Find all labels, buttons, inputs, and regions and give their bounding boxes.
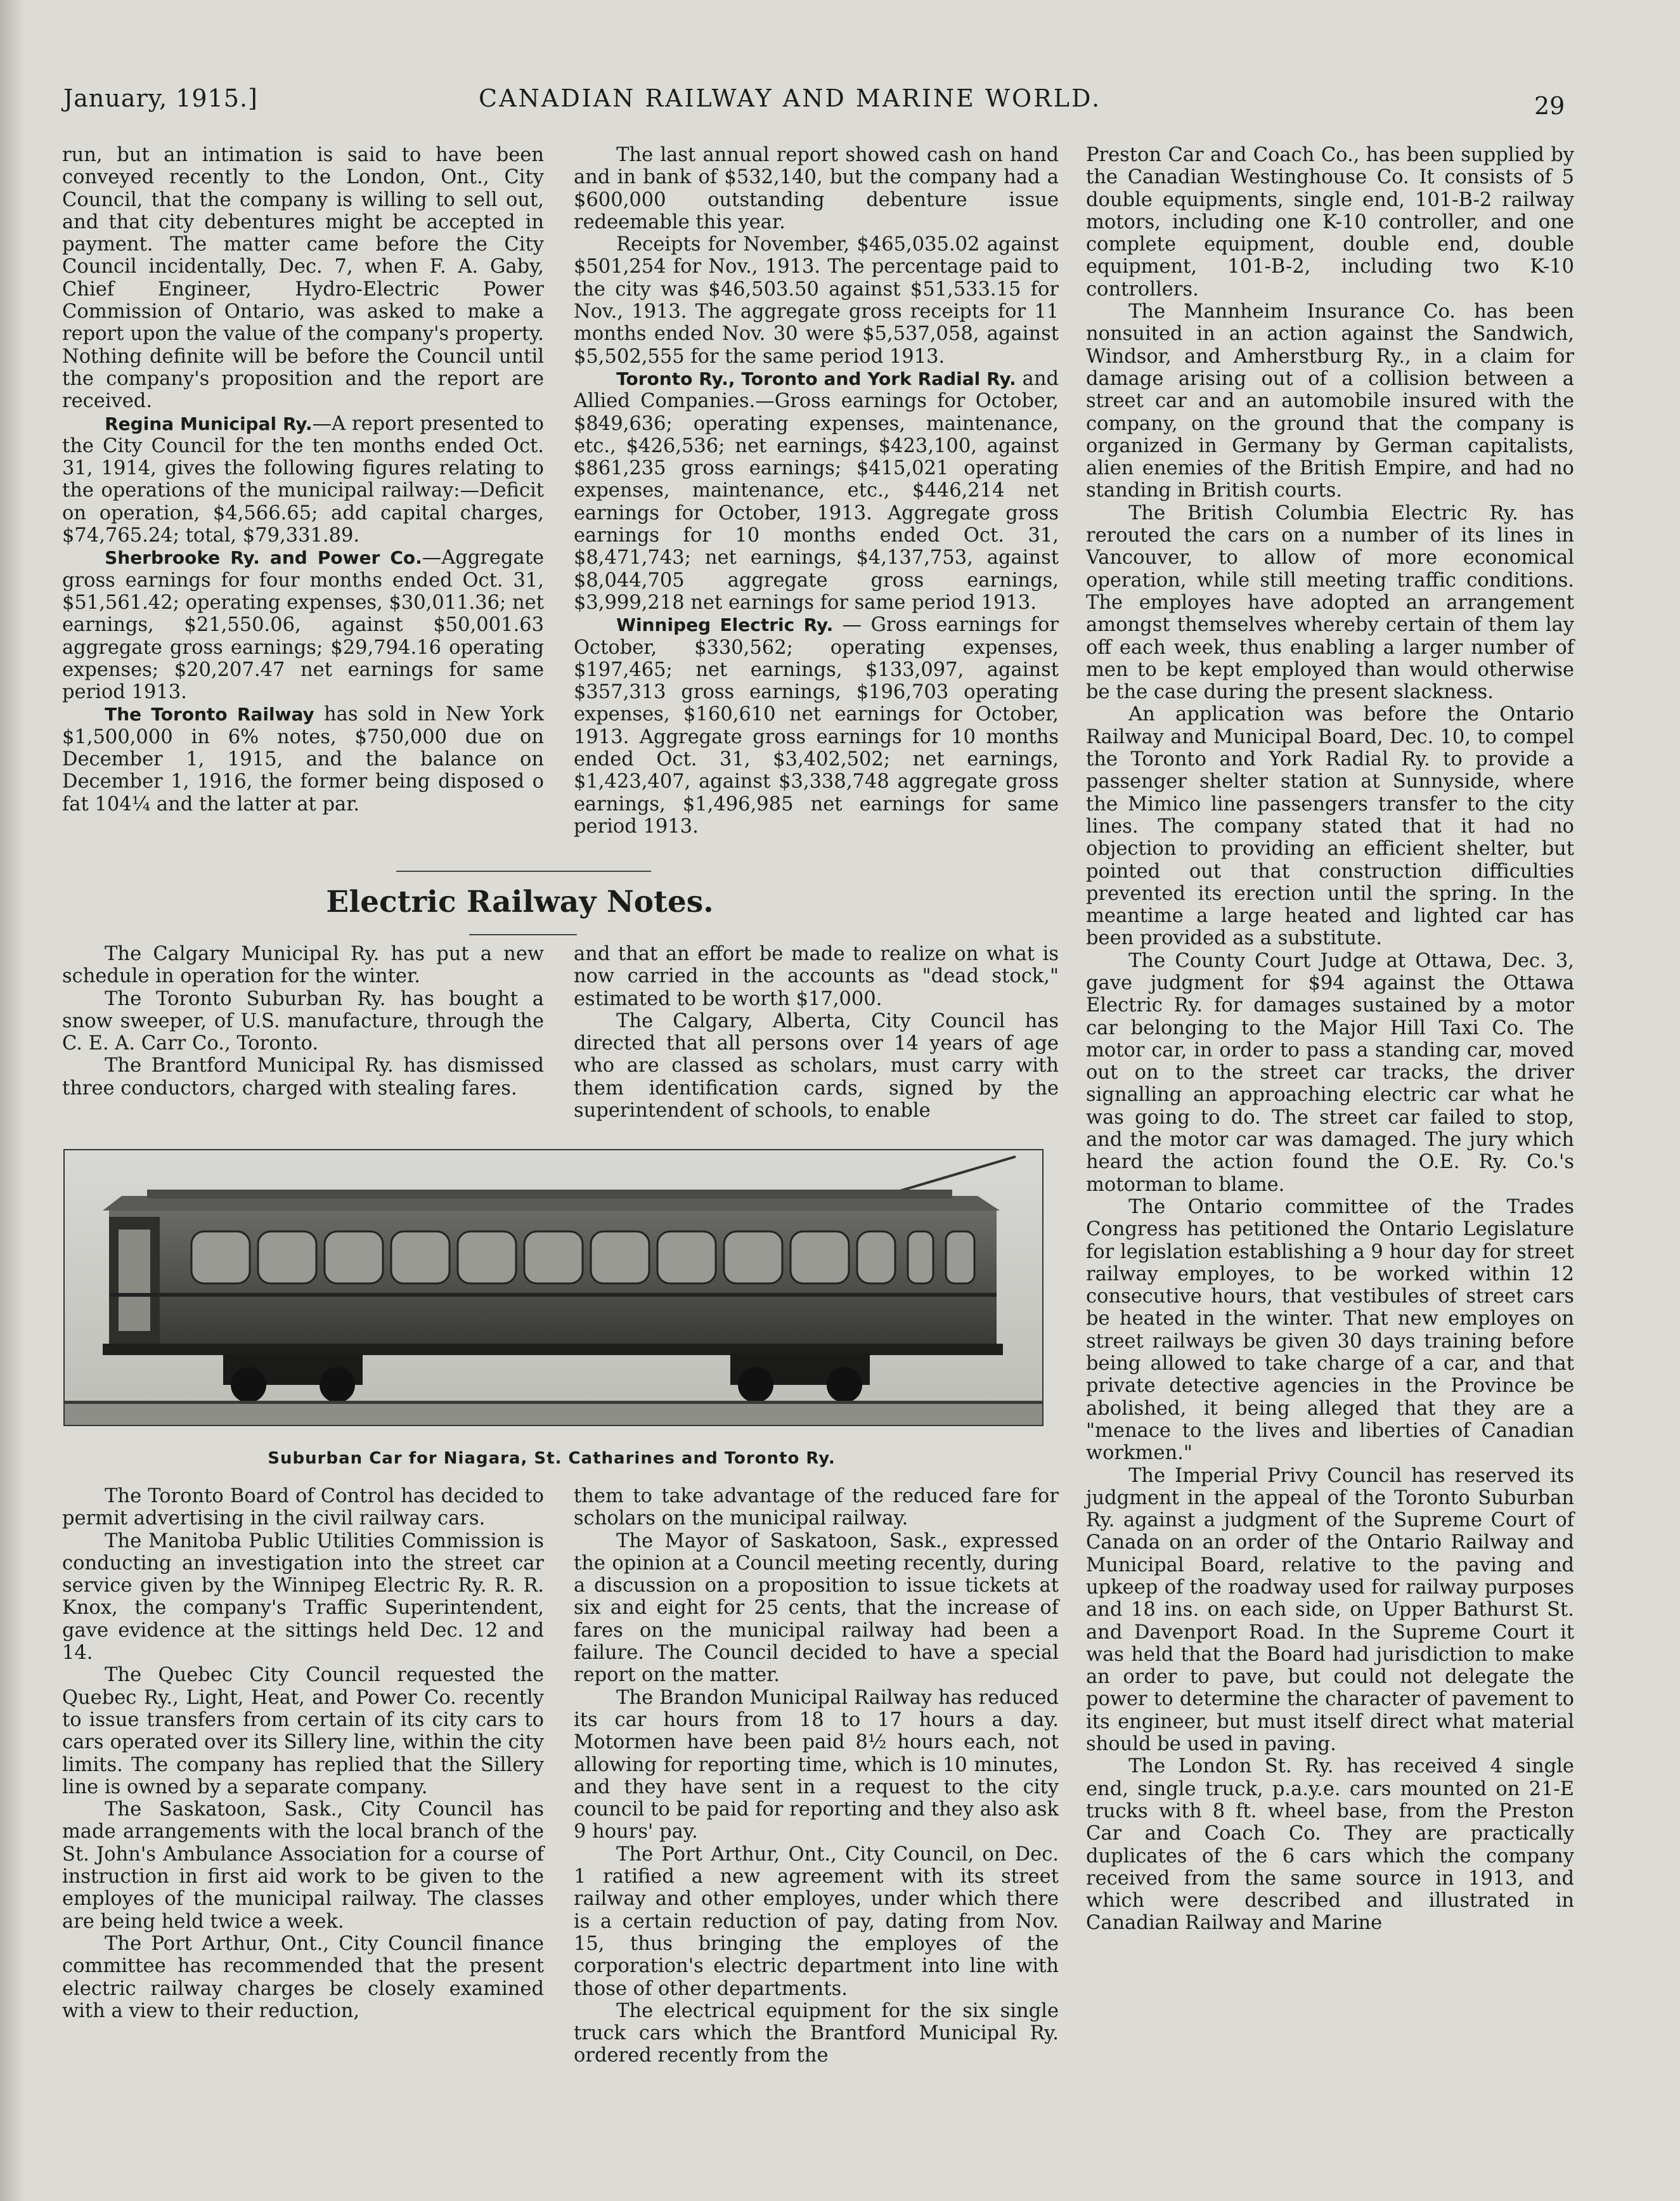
run-in-head: Sherbrooke Ry. and Power Co. [105, 547, 422, 569]
paragraph-note: and that an effort be made to realize on what is now carried in the accounts as "dead stock," estimated to be worth $17,000. [574, 943, 1059, 1010]
column-notes-middle [574, 943, 1059, 1122]
run-in-head: Toronto Ry., Toronto and York Radial Ry. [616, 368, 1016, 389]
paragraph-note: The Brantford Municipal Ry. has dismissed three conductors, charged with stealing fares. [62, 1055, 544, 1100]
column-upper-left [62, 144, 544, 815]
paragraph-note: The Brandon Municipal Railway has reduced its car hours from 18 to 17 hours a day. Motormen have been paid 8½ hours each, not allowing for reporting time, which is 10 minutes, and they have sent in a request to the city council to be paid for reporting and they also ask 9 hours' pay. [574, 1686, 1059, 1843]
paragraph-note: Preston Car and Coach Co., has been supplied by the Canadian Westinghouse Co. It consists of 5 double equipments, single end, 101-B-2 railway motors, including one K-10 controller, and one complete equipment, double end, double equipment, 101-B-2, including two K-10 controllers. [1086, 144, 1574, 301]
paragraph-note: The London St. Ry. has received 4 single end, single truck, p.a.y.e. cars mounted on 21-E trucks with 8 ft. wheel base, from the Preston Car and Coach Co. They are practically duplicates of the 6 cars which the company received from the same source in 1913, and which were described and illustrated in Canadian Railway and Marine [1086, 1755, 1574, 1935]
paragraph-note: The Ontario committee of the Trades Congress has petitioned the Ontario Legislature for legislation establishing a 9 hour day for street railway employes, to be worked within 12 consecutive hours, that vestibules of street cars be heated in the winter. That new employes on street railways be given 30 days training before being allowed to take charge of a car, and that private detective agencies in the Province be abolished, it being alleged that they are a "menace to the lives and liberties of Canadian workmen." [1086, 1195, 1574, 1465]
paragraph-cash-on-hand: The last annual report showed cash on hand and in bank of $532,140, but the company had a $600,000 outstanding debenture issue redeemable this year. [574, 144, 1059, 233]
paragraph-note: The Port Arthur, Ont., City Council, on Dec. 1 ratified a new agreement with its street railway and other employes, under which there is a certain reduction of pay, dating from Nov. 15, thus bringing the employes of the corporation's electric department into line with those of other departments. [574, 1843, 1059, 2000]
journal-title: CANADIAN RAILWAY AND MARINE WORLD. [479, 84, 1102, 112]
section-rule-top [396, 871, 651, 872]
paragraph-note: The Saskatoon, Sask., City Council has made arrangements with the local branch of the St. John's Ambulance Association for a course of instruction in first aid work to be given to the employes of the municipal railway. The classes are being held twice a week. [62, 1798, 544, 1933]
paragraph-note: The Port Arthur, Ont., City Council finance committee has recommended that the present electric railway charges be closely examined with a view to their reduction, [62, 1932, 544, 2022]
column-lower-middle [574, 1485, 1059, 2067]
page-gutter-shadow [0, 0, 25, 2201]
paragraph-note: The Mayor of Saskatoon, Sask., expressed the opinion at a Council meeting recently, during a discussion on a proposition to issue tickets at six and eight for 25 cents, that the increase of fares on the municipal railway had been a failure. The Council decided to have a special report on the matter. [574, 1529, 1059, 1687]
paragraph-note: The Mannheim Insurance Co. has been nonsuited in an action against the Sandwich, Windsor, and Amherstburg Ry., in a claim for damage arising out of a collision between a street car and an automobile insured with the company, on the ground that the company is organized in Germany by German capitalists, alien enemies of the British Empire, and had no standing in British courts. [1086, 301, 1574, 502]
paragraph-note: The Toronto Board of Control has decided to permit advertising in the civil railway cars. [62, 1485, 544, 1530]
photo-caption: Suburban Car for Niagara, St. Catharines and Toronto Ry. [268, 1449, 836, 1468]
paragraph-winnipeg: Winnipeg Electric Ry. — Gross earnings for October, $330,562; operating expenses, $197,465; net earnings, $133,097, against $357,313 gross earnings, $196,703 operating expenses, $160,610 net earnings for October, 1913. Aggregate gross earnings for 10 months ended Oct. 31, $3,402,502; net earnings, $1,423,407, against $3,338,748 aggregate gross earnings, $1,496,985 net earnings for same period 1913. [574, 614, 1059, 838]
paragraph-note: The Toronto Suburban Ry. has bought a snow sweeper, of U.S. manufacture, through the C. E. A. Carr Co., Toronto. [62, 987, 544, 1055]
paragraph-note: An application was before the Ontario Railway and Municipal Board, Dec. 10, to compel the Toronto and York Radial Ry. to provide a passenger shelter station at Sunnyside, where the Mimico line passengers transfer to the city lines. The company stated that it had no objection to providing an efficient shelter, but pointed out that construction difficulties prevented its erection until the spring. In the meantime a large heated and lighted car has been provided as a substitute. [1086, 703, 1574, 950]
paragraph-note: The Manitoba Public Utilities Commission is conducting an investigation into the street car service given by the Winnipeg Electric Ry. R. R. Knox, the company's Traffic Superintendent, gave evidence at the sittings held Dec. 12 and 14. [62, 1529, 544, 1665]
paragraph-toronto-york: Toronto Ry., Toronto and York Radial Ry. and Allied Companies.—Gross earnings for October, $849,636; operating expenses, maintenance, etc., $426,536; net earnings, $423,100, against $861,235 gross earnings; $415,021 operating expenses, maintenance, etc., $446,214 net earnings for October, 1913. Aggregate gross earnings for 10 months ended Oct. 31, $8,471,743; net earnings, $4,137,753, against $8,044,705 aggregate gross earnings, $3,999,218 net earnings for same period 1913. [574, 367, 1059, 614]
paragraph-note: The Imperial Privy Council has reserved its judgment in the appeal of the Toronto Suburban Ry. against a judgment of the Supreme Court of Canada on an order of the Ontario Railway and Municipal Board, relative to the paving and upkeep of the roadway used for railway purposes and 18 ins. on each side, on Upper Bathurst St. and Davenport Road. In the Supreme Court it was held that the Board had jurisdiction to make an order to pave, but could not delegate the power to determine the character of pavement to its engineer, but must itself direct what material should be used in paving. [1086, 1464, 1574, 1756]
paragraph-london-continued: run, but an intimation is said to have been conveyed recently to the London, Ont., City Council, that the company is willing to sell out, and that city debentures might be accepted in payment. The matter came before the City Council incidentally, Dec. 7, when F. A. Gaby, Chief Engineer, Hydro-Electric Power Commission of Ontario, was asked to make a report upon the value of the company's property. Nothing definite will be before the Council until the company's proposition and the report are received. [62, 144, 544, 413]
paragraph-sherbrooke: Sherbrooke Ry. and Power Co.—Aggregate gross earnings for four months ended Oct. 31, $51,561.42; operating expenses, $30,011.36; net earnings, $21,550.06, against $50,001.63 aggregate gross earnings; $29,794.16 operating expenses; $20,207.47 net earnings for same period 1913. [62, 547, 544, 704]
paragraph-note: The Calgary, Alberta, City Council has directed that all persons over 14 years of age who are classed as scholars, must carry with them identification cards, signed by the superintendent of schools, to enable [574, 1010, 1059, 1122]
paragraph-toronto-railway: The Toronto Railway has sold in New York $1,500,000 in 6% notes, $750,000 due on December 1, 1915, and the balance on December 1, 1916, the former being disposed o fat 104¼ and the latter at par. [62, 703, 544, 815]
streetcar-photo [63, 1149, 1044, 1426]
paragraph-note: The British Columbia Electric Ry. has rerouted the cars on a number of its lines in Vancouver, to allow of more economical operation, while still meeting traffic conditions. The employes have adopted an arrangement amongst themselves whereby certain of them lay off each week, thus enabling a larger number of men to be kept employed than would otherwise be the case during the present slackness. [1086, 502, 1574, 704]
paragraph-note: them to take advantage of the reduced fare for scholars on the municipal railway. [574, 1485, 1059, 1530]
paragraph-regina: Regina Municipal Ry.—A report presented to the City Council for the ten months ended Oct. 31, 1914, gives the following figures relating to the operations of the municipal railway:—Deficit on operation, $4,566.65; add capital charges, $74,765.24; total, $79,331.89. [62, 412, 544, 547]
running-header [0, 79, 1680, 124]
column-right [1086, 144, 1574, 1935]
paragraph-receipts: Receipts for November, $465,035.02 against $501,254 for Nov., 1913. The percentage paid to the city was $46,503.50 against $51,533.15 for Nov., 1913. The aggregate gross receipts for 11 months ended Nov. 30 were $5,537,058, against $5,502,555 for the same period 1913. [574, 233, 1059, 368]
page-number: 29 [1534, 92, 1565, 120]
run-in-head: Winnipeg Electric Ry. [616, 614, 834, 636]
paragraph-note: The electrical equipment for the six single truck cars which the Brantford Municipal Ry. ordered recently from the [574, 1999, 1059, 2067]
run-in-head: Regina Municipal Ry. [105, 413, 313, 434]
issue-date: January, 1915.] [63, 84, 258, 112]
paragraph-note: The Calgary Municipal Ry. has put a new schedule in operation for the winter. [62, 943, 544, 988]
paragraph-note: The Quebec City Council requested the Quebec Ry., Light, Heat, and Power Co. recently to issue transfers from certain of its city cars to cars operated over its Sillery line, within the city limits. The company has replied that the Sillery line is owned by a separate company. [62, 1664, 544, 1798]
column-notes-left [62, 943, 544, 1100]
streetcar-illustration [65, 1150, 1042, 1425]
paragraph-note: The County Court Judge at Ottawa, Dec. 3, gave judgment for $94 against the Ottawa Electric Ry. for damages sustained by a motor car belonging to the Major Hill Taxi Co. The motor car, in order to pass a standing car, moved out on to the street car tracks, the driver signalling an approaching electric car what he was going to do. The street car failed to stop, and the motor car was damaged. The jury which heard the action found the O.E. Ry. Co.'s motorman to blame. [1086, 949, 1574, 1196]
run-in-head: The Toronto Railway [105, 704, 314, 725]
column-upper-middle [574, 144, 1059, 838]
section-title: Electric Railway Notes. [326, 885, 714, 919]
section-rule-bottom [469, 934, 577, 935]
column-lower-left [62, 1485, 544, 2022]
